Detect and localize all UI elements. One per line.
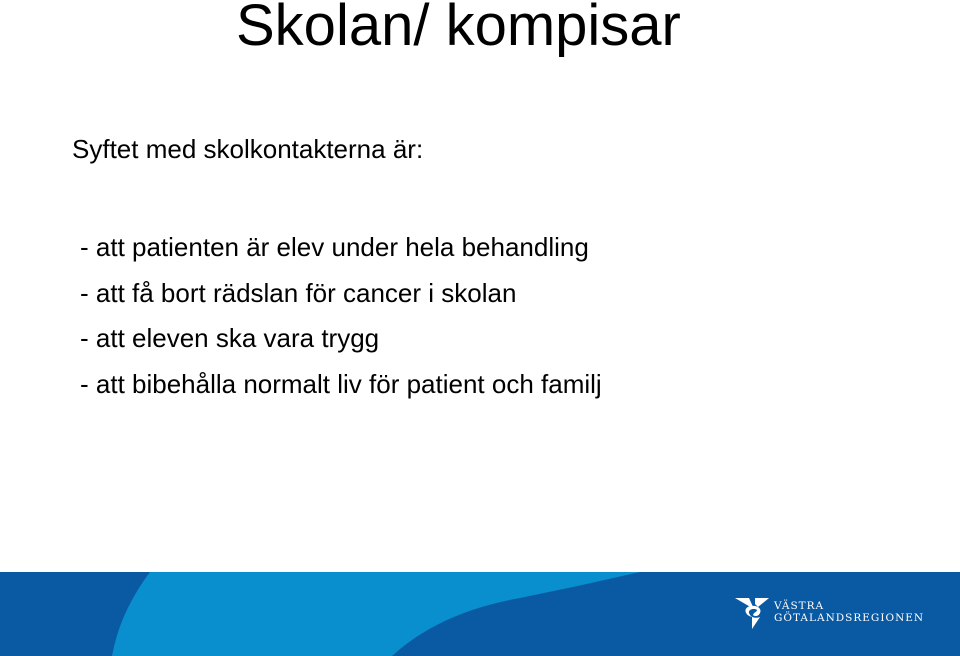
- bullet-item: - att patienten är elev under hela behandling: [80, 232, 589, 262]
- logo-wordmark: [774, 600, 924, 624]
- slide-title: Skolan/ kompisar: [236, 0, 681, 58]
- bullet-list: [80, 225, 602, 407]
- logo-line-vastra: VÄSTRA: [774, 600, 825, 612]
- intro-text: Syftet med skolkontakterna är:: [72, 134, 424, 164]
- logo-line-gotalandsregionen: GÖTALANDSREGIONEN: [774, 612, 925, 624]
- bullet-item: - att få bort rädslan för cancer i skolan: [80, 277, 517, 308]
- bullet-item: - att bibehålla normalt liv för patient och familj: [80, 368, 602, 399]
- vgr-logo: [734, 595, 925, 635]
- vastra-gotalandsregionen-logo-icon: [734, 595, 770, 631]
- bullet-item: - att eleven ska vara trygg: [80, 323, 380, 353]
